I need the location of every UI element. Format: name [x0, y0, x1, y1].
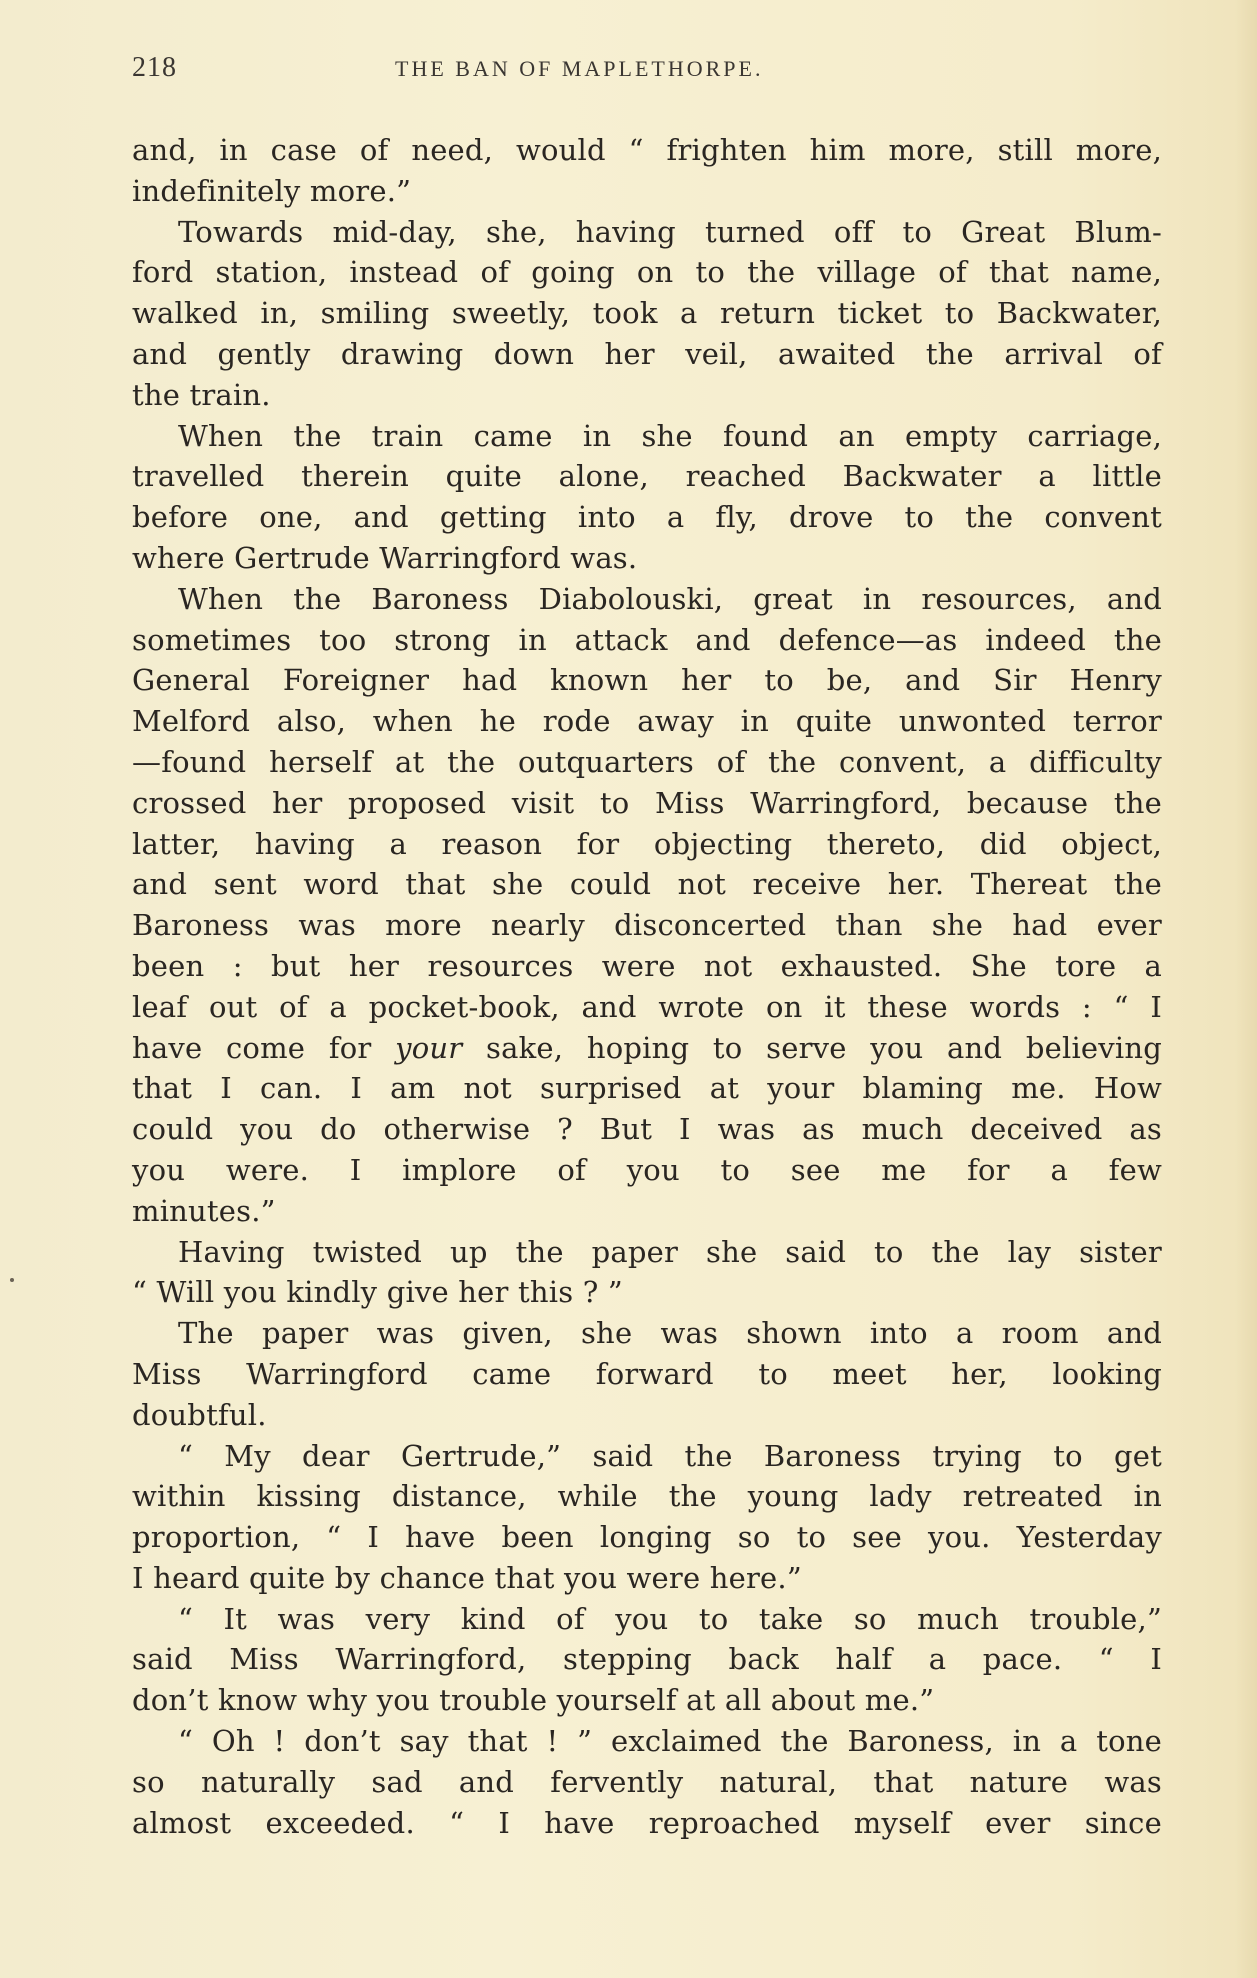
text-line: The paper was given, she was shown into a room and — [178, 1316, 1162, 1351]
text-line: that I can. I am not surprised at your blaming me. How — [132, 1071, 1162, 1106]
text-line: minutes.” — [132, 1193, 276, 1228]
text-line: said Miss Warringford, stepping back half a pace. “ I — [132, 1642, 1162, 1677]
text-line: Baroness was more nearly disconcerted than she had ever — [132, 908, 1162, 943]
text-line: been : but her resources were not exhausted. She tore a — [132, 948, 1162, 983]
text-segment: sake, hoping to serve you and believing — [462, 1030, 1162, 1065]
text-line: before one, and getting into a fly, drove to the convent — [132, 500, 1162, 535]
text-line: Melford also, when he rode away in quite unwonted terror — [132, 704, 1162, 739]
page-header — [132, 52, 1162, 92]
text-line: indefinitely more.” — [132, 173, 412, 208]
text-line: could you do otherwise ? But I was as much deceived as — [132, 1112, 1162, 1147]
text-line: proportion, “ I have been longing so to see you. Yesterday — [132, 1520, 1162, 1555]
page-edge-shading — [1235, 0, 1257, 1978]
text-line: so naturally sad and fervently natural, that nature was — [132, 1764, 1162, 1799]
text-line: When the train came in she found an empty carriage, — [178, 418, 1162, 453]
text-line: ford station, instead of going on to the village of that name, — [132, 255, 1162, 290]
text-line: crossed her proposed visit to Miss Warringford, because the — [132, 785, 1162, 820]
text-line: and, in case of need, would “ frighten him more, still more, — [132, 133, 1162, 167]
text-line: Miss Warringford came forward to meet her, looking — [132, 1356, 1162, 1391]
text-line: you were. I implore of you to see me for a few — [132, 1152, 1162, 1187]
text-line: where Gertrude Warringford was. — [132, 540, 638, 575]
text-line: latter, having a reason for objecting thereto, did object, — [132, 826, 1162, 861]
text-line: “ It was very kind of you to take so much trouble,” — [178, 1601, 1162, 1636]
text-line: almost exceeded. “ I have reproached myself ever since — [132, 1805, 1162, 1840]
text-line: and gently drawing down her veil, awaited the arrival of — [132, 336, 1162, 371]
text-line: “ Will you kindly give her this ? ” — [132, 1275, 623, 1310]
text-line: sometimes too strong in attack and defence—as indeed the — [132, 622, 1162, 657]
text-line: leaf out of a pocket-book, and wrote on it these words : “ I — [132, 989, 1162, 1024]
text-line: travelled therein quite alone, reached Backwater a little — [132, 459, 1162, 494]
margin-speck — [10, 1278, 14, 1282]
text-line: General Foreigner had known her to be, and Sir Henry — [132, 663, 1162, 698]
text-line: the train. — [132, 377, 271, 412]
text-line: —found herself at the outquarters of the convent, a difficulty — [132, 744, 1162, 779]
text-line: within kissing distance, while the young lady retreated in — [132, 1479, 1162, 1514]
body-text — [132, 130, 1162, 1843]
text-line: “ Oh ! don’t say that ! ” exclaimed the Baroness, in a tone — [178, 1724, 1162, 1759]
text-line: walked in, smiling sweetly, took a return ticket to Backwater, — [132, 296, 1162, 331]
text-line: “ My dear Gertrude,” said the Baroness trying to get — [178, 1438, 1162, 1473]
text-line: Having twisted up the paper she said to the lay sister — [178, 1234, 1162, 1269]
text-line: I heard quite by chance that you were here.” — [132, 1560, 802, 1595]
text-line: When the Baroness Diabolouski, great in resources, and — [178, 581, 1162, 616]
page-number: 218 — [132, 52, 177, 83]
text-line: don’t know why you trouble yourself at all about me.” — [132, 1683, 935, 1718]
text-line — [132, 1028, 1162, 1069]
text-line: Towards mid-day, she, having turned off to Great Blum- — [178, 214, 1162, 249]
text-line: doubtful. — [132, 1397, 267, 1432]
emphasized-word: your — [395, 1030, 463, 1065]
running-head: THE BAN OF MAPLETHORPE. — [395, 56, 764, 81]
text-segment: have come for — [132, 1030, 396, 1065]
text-line: and sent word that she could not receive her. Thereat the — [132, 867, 1162, 902]
